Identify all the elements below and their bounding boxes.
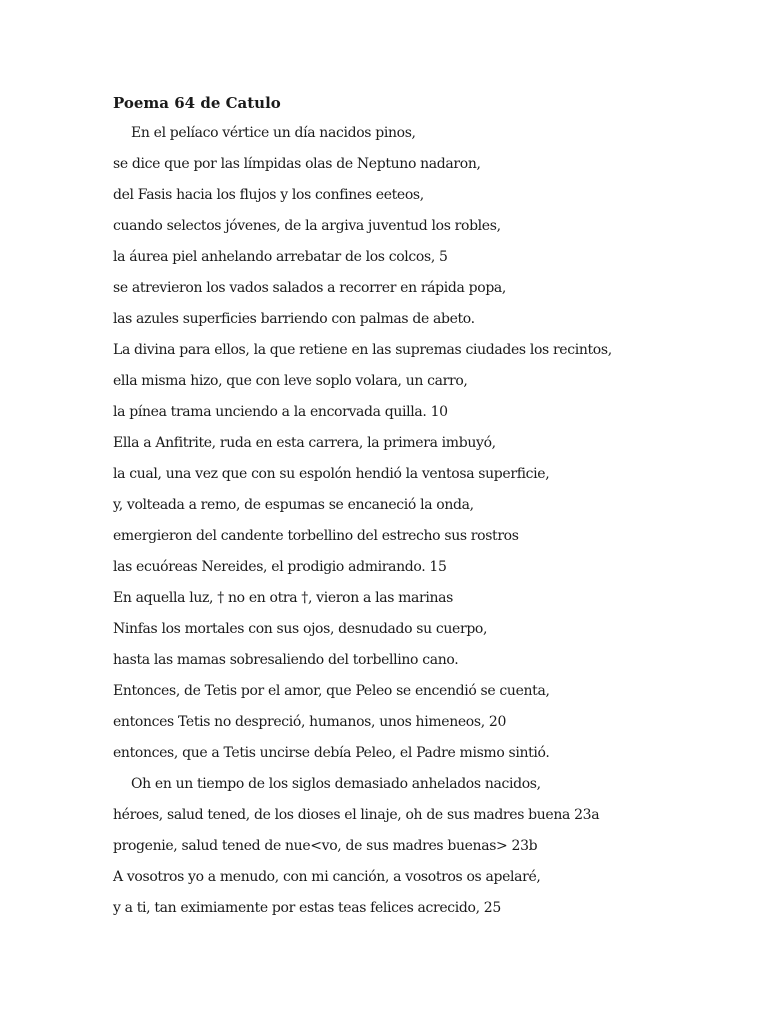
poem-line: la áurea piel anhelando arrebatar de los colcos, 5 bbox=[113, 249, 448, 265]
poem-line: Ninfas los mortales con sus ojos, desnudado su cuerpo, bbox=[113, 621, 488, 637]
poem-line: se dice que por las límpidas olas de Neptuno nadaron, bbox=[113, 156, 481, 172]
poem-line: ella misma hizo, que con leve soplo volara, un carro, bbox=[113, 373, 468, 389]
poem-line: En el pelíaco vértice un día nacidos pinos, bbox=[131, 125, 416, 141]
poem-line: la cual, una vez que con su espolón hendió la ventosa superficie, bbox=[113, 466, 550, 482]
poem-line: la pínea trama unciendo a la encorvada quilla. 10 bbox=[113, 404, 448, 420]
poem-body bbox=[113, 122, 673, 928]
poem-line: se atrevieron los vados salados a recorrer en rápida popa, bbox=[113, 280, 507, 296]
poem-line: entonces Tetis no despreció, humanos, unos himeneos, 20 bbox=[113, 714, 507, 730]
poem-line: emergieron del candente torbellino del estrecho sus rostros bbox=[113, 528, 519, 544]
poem-line: Ella a Anfitrite, ruda en esta carrera, la primera imbuyó, bbox=[113, 435, 496, 451]
poem-line: Oh en un tiempo de los siglos demasiado anhelados nacidos, bbox=[131, 776, 541, 792]
poem-line: En aquella luz, † no en otra †, vieron a las marinas bbox=[113, 590, 454, 606]
poem-title: Poema 64 de Catulo bbox=[113, 94, 281, 112]
poem-line: hasta las mamas sobresaliendo del torbellino cano. bbox=[113, 652, 459, 668]
poem-line: y, volteada a remo, de espumas se encaneció la onda, bbox=[113, 497, 474, 513]
poem-line: Entonces, de Tetis por el amor, que Peleo se encendió se cuenta, bbox=[113, 683, 550, 699]
poem-line: héroes, salud tened, de los dioses el linaje, oh de sus madres buena 23a bbox=[113, 807, 600, 823]
poem-line: las azules superficies barriendo con palmas de abeto. bbox=[113, 311, 475, 327]
poem-line: entonces, que a Tetis uncirse debía Peleo, el Padre mismo sintió. bbox=[113, 745, 550, 761]
poem-line: del Fasis hacia los flujos y los confines eeteos, bbox=[113, 187, 424, 203]
poem-line: cuando selectos jóvenes, de la argiva juventud los robles, bbox=[113, 218, 501, 234]
poem-line: las ecuóreas Nereides, el prodigio admirando. 15 bbox=[113, 559, 447, 575]
poem-line: y a ti, tan eximiamente por estas teas felices acrecido, 25 bbox=[113, 900, 501, 916]
poem-line: progenie, salud tened de nue<vo, de sus madres buenas> 23b bbox=[113, 838, 538, 854]
poem-line: A vosotros yo a menudo, con mi canción, a vosotros os apelaré, bbox=[113, 869, 541, 885]
poem-line: La divina para ellos, la que retiene en las supremas ciudades los recintos, bbox=[113, 342, 612, 358]
